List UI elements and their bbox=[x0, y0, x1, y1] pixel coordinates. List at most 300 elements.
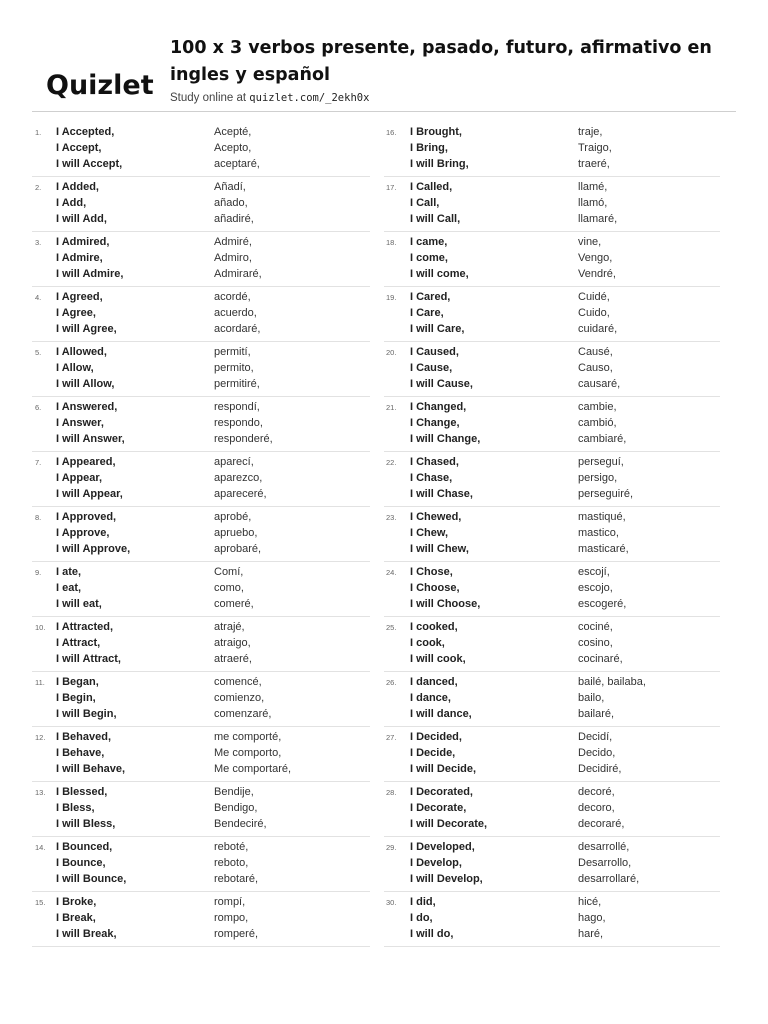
term-line: I will Break, bbox=[56, 928, 117, 940]
definition-line: mastico, bbox=[578, 527, 619, 539]
term-line: I Bring, bbox=[410, 142, 448, 154]
term-line: I will Change, bbox=[410, 433, 481, 445]
card-definition bbox=[578, 894, 728, 942]
term-line: I Agree, bbox=[56, 307, 96, 319]
card-definition bbox=[214, 894, 364, 942]
definition-line: Causo, bbox=[578, 362, 613, 374]
term-line: I Break, bbox=[56, 912, 96, 924]
card-number: 28. bbox=[386, 788, 397, 797]
card-number: 7. bbox=[35, 458, 42, 467]
term-line: I will Decide, bbox=[410, 763, 477, 775]
header-divider bbox=[32, 111, 736, 112]
definition-line: cosino, bbox=[578, 637, 613, 649]
definition-line: llamaré, bbox=[578, 213, 618, 225]
card-number: 4. bbox=[35, 293, 42, 302]
card-term bbox=[410, 674, 560, 722]
card-term bbox=[410, 839, 560, 887]
card-number: 30. bbox=[386, 898, 397, 907]
definition-line: Decidiré, bbox=[578, 763, 622, 775]
definition-line: bailo, bbox=[578, 692, 605, 704]
term-line: I Choose, bbox=[410, 582, 460, 594]
term-line: I will Bring, bbox=[410, 158, 469, 170]
definition-line: acuerdo, bbox=[214, 307, 257, 319]
term-line: I Decorate, bbox=[410, 802, 467, 814]
flashcard-row bbox=[384, 342, 720, 397]
definition-line: hago, bbox=[578, 912, 606, 924]
term-line: I will cook, bbox=[410, 653, 466, 665]
term-line: I Cause, bbox=[410, 362, 453, 374]
card-definition bbox=[214, 839, 364, 887]
definition-line: aprobé, bbox=[214, 511, 252, 523]
term-line: I will Care, bbox=[410, 323, 465, 335]
definition-line: atraeré, bbox=[214, 653, 252, 665]
card-term bbox=[56, 399, 206, 447]
flashcard-row bbox=[32, 122, 370, 177]
definition-line: cambió, bbox=[578, 417, 617, 429]
term-line: I Blessed, bbox=[56, 786, 108, 798]
definition-line: Me comporto, bbox=[214, 747, 282, 759]
card-definition bbox=[214, 619, 364, 667]
term-line: I Caused, bbox=[410, 346, 459, 358]
card-number: 21. bbox=[386, 403, 397, 412]
term-line: I Answered, bbox=[56, 401, 118, 413]
study-prefix: Study online at bbox=[170, 92, 247, 104]
card-term bbox=[56, 894, 206, 942]
card-term bbox=[56, 674, 206, 722]
quizlet-logo: Quizlet bbox=[46, 70, 154, 101]
definition-line: Bendije, bbox=[214, 786, 254, 798]
card-definition bbox=[578, 124, 728, 172]
card-column-left bbox=[32, 122, 370, 947]
term-line: I do, bbox=[410, 912, 433, 924]
term-line: I will Develop, bbox=[410, 873, 483, 885]
term-line: I Brought, bbox=[410, 126, 462, 138]
term-line: I Began, bbox=[56, 676, 99, 688]
term-line: I Allow, bbox=[56, 362, 94, 374]
card-term bbox=[56, 454, 206, 502]
card-number: 24. bbox=[386, 568, 397, 577]
card-number: 1. bbox=[35, 128, 42, 137]
term-line: I cook, bbox=[410, 637, 445, 649]
definition-line: cociné, bbox=[578, 621, 613, 633]
card-term bbox=[56, 234, 206, 282]
definition-line: decoré, bbox=[578, 786, 615, 798]
definition-line: escojí, bbox=[578, 566, 610, 578]
term-line: I will Bounce, bbox=[56, 873, 127, 885]
card-definition bbox=[214, 674, 364, 722]
card-definition bbox=[578, 784, 728, 832]
flashcard-row bbox=[32, 342, 370, 397]
card-definition bbox=[578, 179, 728, 227]
card-term bbox=[410, 234, 560, 282]
term-line: I will Appear, bbox=[56, 488, 123, 500]
term-line: I Bounced, bbox=[56, 841, 113, 853]
card-number: 19. bbox=[386, 293, 397, 302]
definition-line: apruebo, bbox=[214, 527, 258, 539]
definition-line: añado, bbox=[214, 197, 248, 209]
card-term bbox=[410, 729, 560, 777]
term-line: I will Agree, bbox=[56, 323, 117, 335]
definition-line: Bendeciré, bbox=[214, 818, 267, 830]
definition-line: bailaré, bbox=[578, 708, 615, 720]
card-term bbox=[410, 894, 560, 942]
term-line: I will Begin, bbox=[56, 708, 117, 720]
flashcard-row bbox=[384, 287, 720, 342]
page-header bbox=[0, 0, 768, 112]
definition-line: decoro, bbox=[578, 802, 615, 814]
definition-line: reboto, bbox=[214, 857, 249, 869]
definition-line: Decidí, bbox=[578, 731, 613, 743]
definition-line: atrajé, bbox=[214, 621, 245, 633]
term-line: I eat, bbox=[56, 582, 82, 594]
card-definition bbox=[214, 509, 364, 557]
term-line: I will Decorate, bbox=[410, 818, 488, 830]
term-line: I will Approve, bbox=[56, 543, 131, 555]
definition-line: responderé, bbox=[214, 433, 273, 445]
term-line: I Appear, bbox=[56, 472, 103, 484]
definition-line: masticaré, bbox=[578, 543, 629, 555]
term-line: I will Bless, bbox=[56, 818, 116, 830]
definition-line: cocinaré, bbox=[578, 653, 623, 665]
definition-line: bailé, bailaba, bbox=[578, 676, 646, 688]
definition-line: llamé, bbox=[578, 181, 608, 193]
definition-line: atraigo, bbox=[214, 637, 251, 649]
card-number: 8. bbox=[35, 513, 42, 522]
term-line: I Chewed, bbox=[410, 511, 462, 523]
card-term bbox=[410, 344, 560, 392]
definition-line: acordaré, bbox=[214, 323, 261, 335]
card-number: 3. bbox=[35, 238, 42, 247]
card-term bbox=[410, 124, 560, 172]
term-line: I Change, bbox=[410, 417, 460, 429]
term-line: I Chase, bbox=[410, 472, 453, 484]
card-definition bbox=[578, 399, 728, 447]
definition-line: rebotaré, bbox=[214, 873, 259, 885]
card-term bbox=[56, 509, 206, 557]
flashcard-row bbox=[384, 837, 720, 892]
term-line: I Behaved, bbox=[56, 731, 112, 743]
flashcard-row bbox=[384, 507, 720, 562]
card-number: 9. bbox=[35, 568, 42, 577]
definition-line: Vengo, bbox=[578, 252, 613, 264]
flashcard-row bbox=[32, 232, 370, 287]
definition-line: Admiraré, bbox=[214, 268, 262, 280]
term-line: I will Admire, bbox=[56, 268, 124, 280]
term-line: I will do, bbox=[410, 928, 454, 940]
definition-line: Añadí, bbox=[214, 181, 246, 193]
term-line: I Add, bbox=[56, 197, 87, 209]
card-definition bbox=[214, 784, 364, 832]
flashcard-row bbox=[32, 177, 370, 232]
term-line: I Broke, bbox=[56, 896, 97, 908]
card-number: 26. bbox=[386, 678, 397, 687]
term-line: I Approve, bbox=[56, 527, 110, 539]
term-line: I Accepted, bbox=[56, 126, 115, 138]
card-definition bbox=[578, 289, 728, 337]
term-line: I Chew, bbox=[410, 527, 449, 539]
definition-line: Me comportaré, bbox=[214, 763, 292, 775]
term-line: I Cared, bbox=[410, 291, 451, 303]
card-number: 5. bbox=[35, 348, 42, 357]
term-line: I Approved, bbox=[56, 511, 117, 523]
term-line: I Admire, bbox=[56, 252, 103, 264]
definition-line: Causé, bbox=[578, 346, 613, 358]
card-definition bbox=[578, 674, 728, 722]
card-term bbox=[56, 619, 206, 667]
term-line: I will Accept, bbox=[56, 158, 123, 170]
definition-line: Admiré, bbox=[214, 236, 252, 248]
term-line: I will Chew, bbox=[410, 543, 469, 555]
card-term bbox=[410, 509, 560, 557]
card-term bbox=[410, 399, 560, 447]
card-definition bbox=[214, 399, 364, 447]
card-number: 27. bbox=[386, 733, 397, 742]
term-line: I will Call, bbox=[410, 213, 461, 225]
definition-line: perseguiré, bbox=[578, 488, 634, 500]
term-line: I Decorated, bbox=[410, 786, 473, 798]
card-term bbox=[56, 289, 206, 337]
definition-line: cambiaré, bbox=[578, 433, 627, 445]
definition-line: hicé, bbox=[578, 896, 602, 908]
card-number: 16. bbox=[386, 128, 397, 137]
term-line: I Allowed, bbox=[56, 346, 107, 358]
definition-line: me comporté, bbox=[214, 731, 282, 743]
flashcard-row bbox=[384, 892, 720, 947]
definition-line: Acepté, bbox=[214, 126, 252, 138]
term-line: I Answer, bbox=[56, 417, 104, 429]
term-line: I Changed, bbox=[410, 401, 467, 413]
card-number: 2. bbox=[35, 183, 42, 192]
definition-line: permito, bbox=[214, 362, 254, 374]
definition-line: Acepto, bbox=[214, 142, 252, 154]
definition-line: reboté, bbox=[214, 841, 249, 853]
term-line: I Called, bbox=[410, 181, 453, 193]
flashcard-row bbox=[384, 122, 720, 177]
definition-line: permitiré, bbox=[214, 378, 260, 390]
term-line: I Attracted, bbox=[56, 621, 114, 633]
term-line: I Developed, bbox=[410, 841, 475, 853]
definition-line: Admiro, bbox=[214, 252, 252, 264]
term-line: I will Behave, bbox=[56, 763, 126, 775]
flashcard-row bbox=[32, 672, 370, 727]
card-definition bbox=[214, 179, 364, 227]
term-line: I will Attract, bbox=[56, 653, 121, 665]
study-url-link[interactable]: quizlet.com/_2ekh0x bbox=[249, 92, 370, 104]
card-number: 29. bbox=[386, 843, 397, 852]
card-term bbox=[410, 619, 560, 667]
term-line: I Admired, bbox=[56, 236, 110, 248]
flashcard-row bbox=[32, 782, 370, 837]
card-term bbox=[410, 564, 560, 612]
card-number: 15. bbox=[35, 898, 46, 907]
study-online-line bbox=[170, 92, 369, 104]
definition-line: escogeré, bbox=[578, 598, 627, 610]
flashcard-row bbox=[384, 727, 720, 782]
definition-line: aparecí, bbox=[214, 456, 254, 468]
term-line: I will Answer, bbox=[56, 433, 125, 445]
definition-line: mastiqué, bbox=[578, 511, 626, 523]
definition-line: aceptaré, bbox=[214, 158, 260, 170]
term-line: I Decide, bbox=[410, 747, 456, 759]
flashcard-row bbox=[32, 617, 370, 672]
term-line: I Added, bbox=[56, 181, 99, 193]
term-line: I dance, bbox=[410, 692, 451, 704]
term-line: I Agreed, bbox=[56, 291, 103, 303]
definition-line: traeré, bbox=[578, 158, 610, 170]
card-term bbox=[56, 784, 206, 832]
card-term bbox=[56, 729, 206, 777]
card-number: 20. bbox=[386, 348, 397, 357]
card-definition bbox=[214, 729, 364, 777]
card-column-right bbox=[384, 122, 720, 947]
definition-line: cambie, bbox=[578, 401, 617, 413]
card-definition bbox=[578, 234, 728, 282]
definition-line: traje, bbox=[578, 126, 603, 138]
set-title: 100 x 3 verbos presente, pasado, futuro, afirmativo en ingles y español bbox=[170, 38, 712, 85]
card-definition bbox=[214, 454, 364, 502]
term-line: I Call, bbox=[410, 197, 440, 209]
flashcard-row bbox=[32, 507, 370, 562]
flashcard-row bbox=[32, 562, 370, 617]
definition-line: Bendigo, bbox=[214, 802, 258, 814]
term-line: I will eat, bbox=[56, 598, 102, 610]
definition-line: como, bbox=[214, 582, 244, 594]
card-number: 18. bbox=[386, 238, 397, 247]
definition-line: llamó, bbox=[578, 197, 608, 209]
definition-line: comencé, bbox=[214, 676, 262, 688]
definition-line: acordé, bbox=[214, 291, 251, 303]
card-term bbox=[56, 564, 206, 612]
definition-line: cuidaré, bbox=[578, 323, 618, 335]
card-number: 10. bbox=[35, 623, 46, 632]
term-line: I ate, bbox=[56, 566, 82, 578]
definition-line: rompí, bbox=[214, 896, 246, 908]
card-definition bbox=[578, 619, 728, 667]
term-line: I will Chase, bbox=[410, 488, 473, 500]
definition-line: aparezco, bbox=[214, 472, 263, 484]
card-number: 23. bbox=[386, 513, 397, 522]
definition-line: desarrollaré, bbox=[578, 873, 640, 885]
term-line: I Decided, bbox=[410, 731, 462, 743]
card-definition bbox=[578, 509, 728, 557]
definition-line: Desarrollo, bbox=[578, 857, 632, 869]
definition-line: persigo, bbox=[578, 472, 618, 484]
card-term bbox=[410, 784, 560, 832]
card-definition bbox=[214, 234, 364, 282]
flashcard-row bbox=[384, 562, 720, 617]
definition-line: Cuidé, bbox=[578, 291, 610, 303]
term-line: I came, bbox=[410, 236, 448, 248]
flashcard-row bbox=[384, 672, 720, 727]
definition-line: perseguí, bbox=[578, 456, 624, 468]
definition-line: Traigo, bbox=[578, 142, 612, 154]
term-line: I Care, bbox=[410, 307, 444, 319]
definition-line: escojo, bbox=[578, 582, 613, 594]
definition-line: romperé, bbox=[214, 928, 259, 940]
term-line: I did, bbox=[410, 896, 436, 908]
definition-line: Vendré, bbox=[578, 268, 616, 280]
card-number: 22. bbox=[386, 458, 397, 467]
card-definition bbox=[578, 729, 728, 777]
flashcard-row bbox=[384, 232, 720, 287]
term-line: I will Add, bbox=[56, 213, 107, 225]
definition-line: permití, bbox=[214, 346, 251, 358]
card-definition bbox=[214, 124, 364, 172]
definition-line: respondo, bbox=[214, 417, 263, 429]
card-number: 6. bbox=[35, 403, 42, 412]
definition-line: Decido, bbox=[578, 747, 616, 759]
term-line: I will come, bbox=[410, 268, 469, 280]
term-line: I will Allow, bbox=[56, 378, 115, 390]
card-term bbox=[56, 839, 206, 887]
card-number: 13. bbox=[35, 788, 46, 797]
definition-line: causaré, bbox=[578, 378, 621, 390]
definition-line: vine, bbox=[578, 236, 602, 248]
flashcard-row bbox=[384, 782, 720, 837]
definition-line: comienzo, bbox=[214, 692, 265, 704]
term-line: I will Choose, bbox=[410, 598, 481, 610]
definition-line: decoraré, bbox=[578, 818, 625, 830]
definition-line: Cuido, bbox=[578, 307, 610, 319]
card-term bbox=[56, 344, 206, 392]
term-line: I come, bbox=[410, 252, 448, 264]
term-line: I danced, bbox=[410, 676, 458, 688]
term-line: I cooked, bbox=[410, 621, 458, 633]
card-term bbox=[410, 289, 560, 337]
card-definition bbox=[214, 289, 364, 337]
card-term bbox=[56, 124, 206, 172]
flashcard-row bbox=[32, 452, 370, 507]
card-term bbox=[410, 454, 560, 502]
card-definition bbox=[578, 839, 728, 887]
flashcard-row bbox=[32, 837, 370, 892]
term-line: I will Cause, bbox=[410, 378, 473, 390]
definition-line: aprobaré, bbox=[214, 543, 262, 555]
flashcard-row bbox=[384, 177, 720, 232]
card-definition bbox=[578, 454, 728, 502]
term-line: I Begin, bbox=[56, 692, 96, 704]
term-line: I will dance, bbox=[410, 708, 472, 720]
flashcard-row bbox=[384, 617, 720, 672]
term-line: I Behave, bbox=[56, 747, 105, 759]
card-definition bbox=[578, 344, 728, 392]
flashcard-row bbox=[32, 287, 370, 342]
definition-line: Comí, bbox=[214, 566, 244, 578]
card-definition bbox=[214, 344, 364, 392]
definition-line: comenzaré, bbox=[214, 708, 272, 720]
card-number: 17. bbox=[386, 183, 397, 192]
flashcard-row bbox=[32, 727, 370, 782]
term-line: I Bounce, bbox=[56, 857, 106, 869]
card-number: 11. bbox=[35, 678, 45, 687]
term-line: I Chased, bbox=[410, 456, 459, 468]
term-line: I Develop, bbox=[410, 857, 462, 869]
flashcard-row bbox=[384, 452, 720, 507]
card-term bbox=[56, 179, 206, 227]
definition-line: comeré, bbox=[214, 598, 254, 610]
card-definition bbox=[214, 564, 364, 612]
definition-line: rompo, bbox=[214, 912, 249, 924]
flashcard-row bbox=[384, 397, 720, 452]
card-number: 12. bbox=[35, 733, 46, 742]
definition-line: apareceré, bbox=[214, 488, 267, 500]
term-line: I Bless, bbox=[56, 802, 95, 814]
definition-line: añadiré, bbox=[214, 213, 254, 225]
term-line: I Attract, bbox=[56, 637, 101, 649]
flashcard-row bbox=[32, 397, 370, 452]
flashcard-row bbox=[32, 892, 370, 947]
term-line: I Chose, bbox=[410, 566, 453, 578]
